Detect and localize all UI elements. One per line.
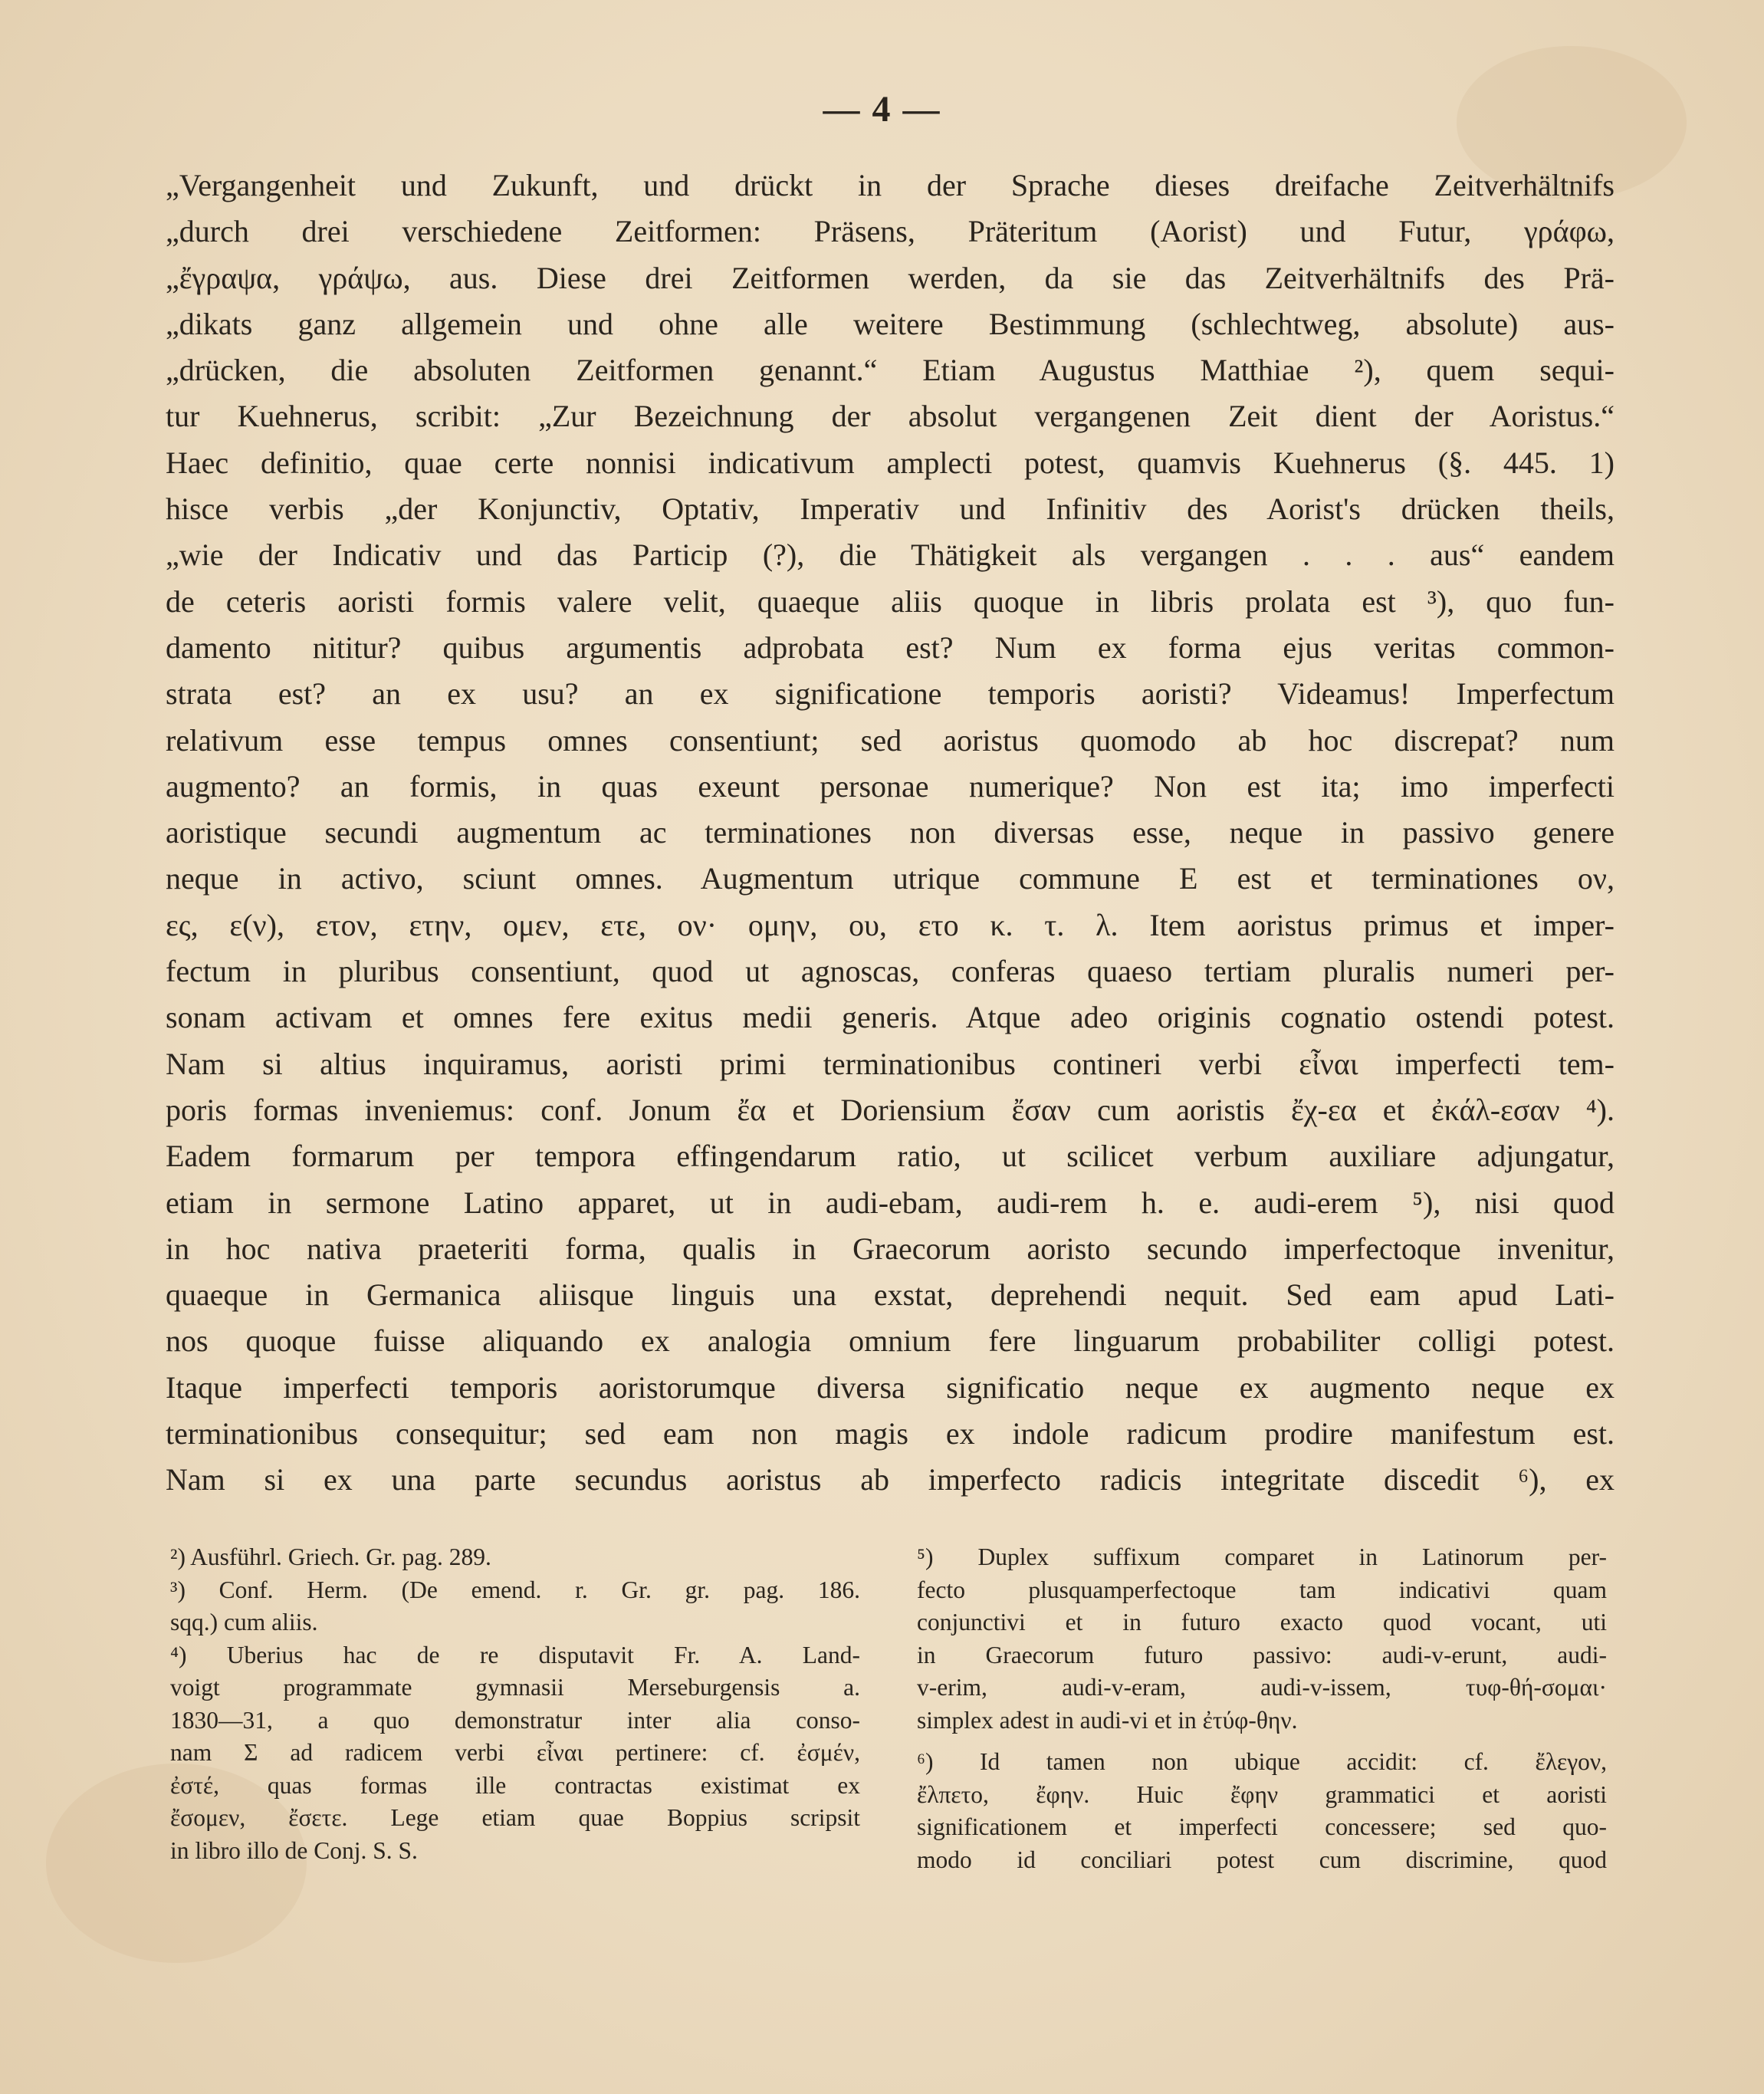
footnote-line: ἔλπετο, ἔφην. Huic ἔφην grammatici et aoristi — [917, 1780, 1607, 1808]
footnote-line: ⁵) Duplex suffixum comparet in Latinorum per- — [917, 1543, 1607, 1570]
text-line: hisce verbis „der Konjunctiv, Optativ, Imperativ und Infinitiv des Aorist's drücken theils, — [166, 491, 1615, 527]
text-line: tur Kuehnerus, scribit: „Zur Bezeichnung der absolut vergangenen Zeit dient der Aoristus.“ — [166, 399, 1615, 434]
page-number: — 4 — — [823, 89, 941, 130]
text-line: neque in activo, sciunt omnes. Augmentum utrique commune E est et terminationes ον, — [166, 861, 1615, 896]
footnote-line: v-erim, audi-v-eram, audi-v-issem, τυφ-θή-σομαι· — [917, 1674, 1607, 1701]
footnote-line: ³) Conf. Herm. (De emend. r. Gr. gr. pag. 186. — [170, 1576, 860, 1603]
footnote-line: voigt programmate gymnasii Merseburgensis a. — [170, 1674, 860, 1701]
footnote-line: 1830—31, a quo demonstratur inter alia conso- — [170, 1706, 860, 1734]
text-line: „Vergangenheit und Zukunft, und drückt in der Sprache dieses dreifache Zeitverhältnifs — [166, 168, 1615, 202]
footnote-line: nam Σ ad radicem verbi εἶναι pertinere: cf. ἐσμέν, — [170, 1739, 860, 1766]
text-line: „durch drei verschiedene Zeitformen: Präsens, Präteritum (Aorist) und Futur, γράφω, — [166, 214, 1615, 249]
footnote-line: ⁴) Uberius hac de re disputavit Fr. A. Land- — [170, 1641, 860, 1668]
footnote-gap — [917, 1737, 1607, 1746]
text-line: sonam activam et omnes fere exitus medii generis. Atque adeo originis cognatio ostendi potest. — [166, 1000, 1615, 1035]
text-line: Nam si ex una parte secundus aoristus ab imperfecto radicis integritate discedit ⁶), ex — [166, 1462, 1615, 1497]
text-line: Eadem formarum per tempora effingendarum ratio, ut scilicet verbum auxiliare adjungatur, — [166, 1139, 1615, 1174]
footnote-line: modo id conciliari potest cum discrimine, quod — [917, 1846, 1607, 1873]
text-line: de ceteris aoristi formis valere velit, quaeque aliis quoque in libris prolata est ³), quo fun- — [166, 583, 1615, 619]
footnote-line: in libro illo de Conj. S. S. — [170, 1836, 418, 1864]
footnote-line: ⁶) Id tamen non ubique accidit: cf. ἔλεγον, — [917, 1748, 1607, 1775]
footnote-line: ἔσομεν, ἔσετε. Lege etiam quae Boppius scripsit — [170, 1804, 860, 1831]
footnote-line: ἐστέ, quas formas ille contractas existimat ex — [170, 1771, 860, 1799]
text-line: quaeque in Germanica aliisque linguis una exstat, deprehendi nequit. Sed eam apud Lati- — [166, 1277, 1615, 1313]
footnotes-right — [917, 1541, 1607, 1876]
footnote-line: fecto plusquamperfectoque tam indicativi quam — [917, 1576, 1607, 1603]
footnote-line: ²) Ausführl. Griech. Gr. pag. 289. — [170, 1543, 491, 1570]
text-line: „drücken, die absoluten Zeitformen genannt.“ Etiam Augustus Matthiae ²), quem sequi- — [166, 353, 1615, 388]
text-line: augmento? an formis, in quas exeunt personae numerique? Non est ita; imo imperfecti — [166, 768, 1615, 804]
main-text — [166, 163, 1615, 1504]
text-line: „ἔγραψα, γράψω, aus. Diese drei Zeitformen werden, da sie das Zeitverhältnifs des Prä- — [166, 260, 1615, 295]
text-line: poris formas inveniemus: conf. Jonum ἔα et Doriensium ἔσαν cum aoristis ἔχ-εα et ἐκάλ-εσαν ⁴). — [166, 1092, 1615, 1127]
text-line: Nam si altius inquiramus, aoristi primi terminationibus contineri verbi εἶναι imperfecti tem- — [166, 1046, 1615, 1081]
text-line: nos quoque fuisse aliquando ex analogia omnium fere linguarum probabiliter colligi potest. — [166, 1323, 1615, 1359]
text-line: aoristique secundi augmentum ac terminationes non diversas esse, neque in passivo genere — [166, 815, 1615, 850]
footnote-line: conjunctivi et in futuro exacto quod vocant, uti — [917, 1609, 1607, 1635]
footnote-line: simplex adest in audi-vi et in ἐτύφ-θην. — [917, 1706, 1298, 1734]
text-line: „dikats ganz allgemein und ohne alle weitere Bestimmung (schlechtweg, absolute) aus- — [166, 306, 1615, 341]
footnote-line: significationem et imperfecti concessere; sed quo- — [917, 1813, 1607, 1840]
text-line: ες, ε(ν), ετον, ετην, ομεν, ετε, ον· ομην, ου, ετο κ. τ. λ. Item aoristus primus et imper- — [166, 907, 1615, 942]
text-line: damento nititur? quibus argumentis adprobata est? Num ex forma ejus veritas common- — [166, 630, 1615, 665]
text-line: relativum esse tempus omnes consentiunt; sed aoristus quomodo ab hoc discrepat? num — [166, 722, 1615, 758]
footnote-line: in Graecorum futuro passivo: audi-v-erunt, audi- — [917, 1641, 1607, 1668]
text-line: „wie der Indicativ und das Particip (?), die Thätigkeit als vergangen . . . aus“ eandem — [166, 537, 1615, 573]
text-line: fectum in pluribus consentiunt, quod ut agnoscas, conferas quaeso tertiam pluralis numeri per- — [166, 954, 1615, 989]
text-line: in hoc nativa praeteriti forma, qualis in Graecorum aoristo secundo imperfectoque invenitur, — [166, 1231, 1615, 1266]
text-line: etiam in sermone Latino apparet, ut in audi-ebam, audi-rem h. e. audi-erem ⁵), nisi quod — [166, 1185, 1615, 1220]
text-line: Itaque imperfecti temporis aoristorumque diversa significatio neque ex augmento neque ex — [166, 1369, 1615, 1405]
text-line: strata est? an ex usu? an ex significatione temporis aoristi? Videamus! Imperfectum — [166, 676, 1615, 712]
text-line: terminationibus consequitur; sed eam non magis ex indole radicum prodire manifestum est. — [166, 1416, 1615, 1451]
footnotes-left — [170, 1541, 860, 1867]
footnote-line: sqq.) cum aliis. — [170, 1609, 318, 1635]
text-line: Haec definitio, quae certe nonnisi indicativum amplecti potest, quamvis Kuehnerus (§. 445. 1) — [166, 445, 1615, 480]
